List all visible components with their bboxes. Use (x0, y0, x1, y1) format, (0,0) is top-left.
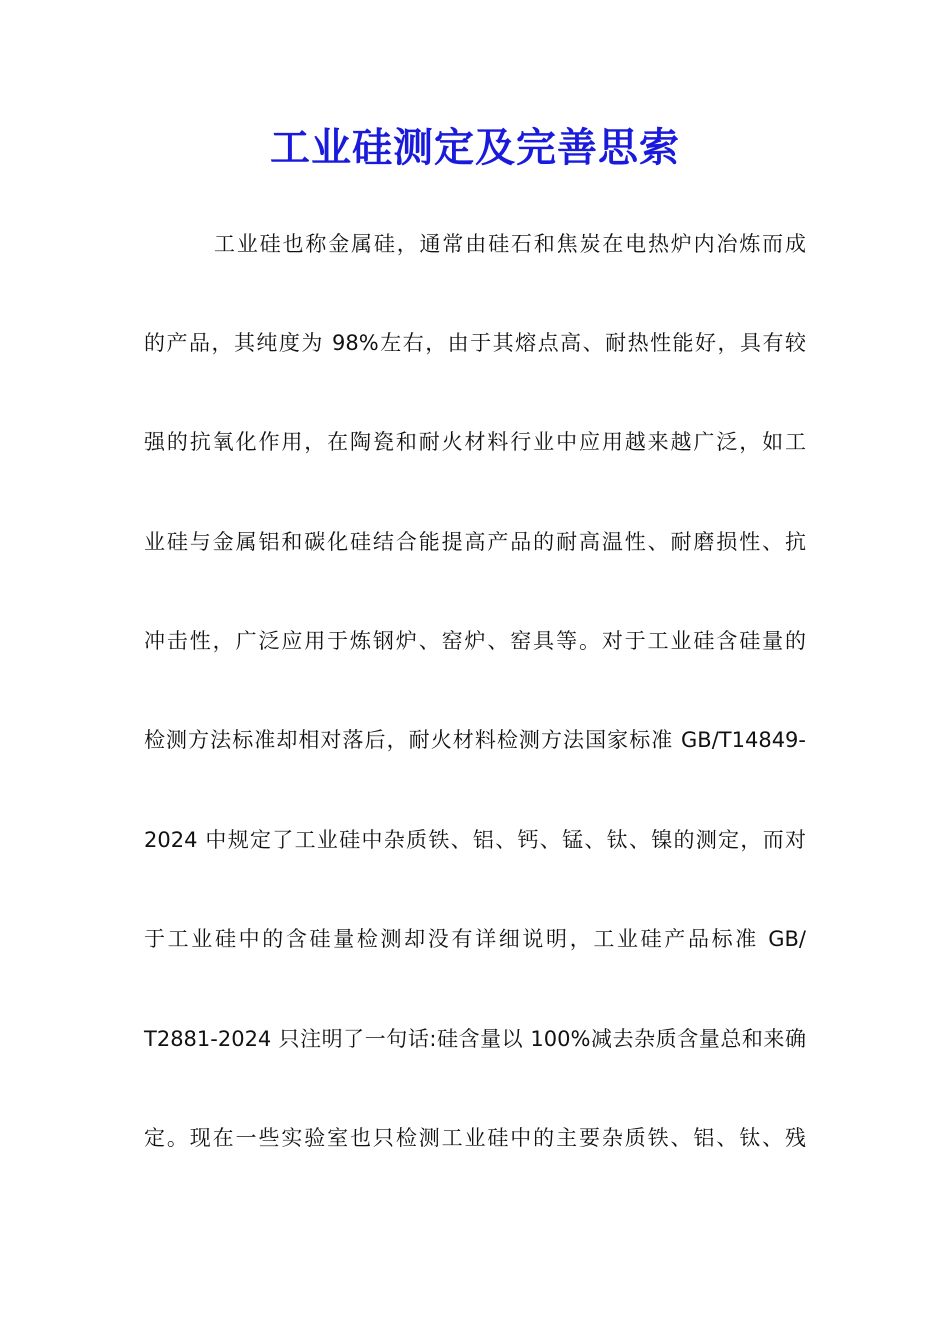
paragraph-line-9: T2881-2024 只注明了一句话:硅含量以 100%减去杂质含量总和来确 (144, 1027, 806, 1051)
paragraph-line-6: 检测方法标准却相对落后，耐火材料检测方法国家标准 GB/T14849- (144, 728, 806, 752)
paragraph-line-10: 定。现在一些实验室也只检测工业硅中的主要杂质铁、铝、钛、残 (144, 1126, 806, 1150)
paragraph-line-4: 业硅与金属铝和碳化硅结合能提高产品的耐高温性、耐磨损性、抗 (144, 530, 806, 554)
paragraph-line-5: 冲击性，广泛应用于炼钢炉、窑炉、窑具等。对于工业硅含硅量的 (144, 629, 806, 653)
paragraph-line-3: 强的抗氧化作用，在陶瓷和耐火材料行业中应用越来越广泛，如工 (144, 430, 806, 454)
paragraph-line-2: 的产品，其纯度为 98%左右，由于其熔点高、耐热性能好，具有较 (144, 331, 806, 355)
paragraph-line-8: 于工业硅中的含硅量检测却没有详细说明，工业硅产品标准 GB/ (144, 927, 806, 951)
paragraph-line-1: 工业硅也称金属硅，通常由硅石和焦炭在电热炉内冶炼而成 (214, 232, 806, 256)
paragraph-line-7: 2024 中规定了工业硅中杂质铁、铝、钙、锰、钛、镍的测定，而对 (144, 828, 806, 852)
page-title: 工业硅测定及完善思索 (270, 124, 680, 171)
